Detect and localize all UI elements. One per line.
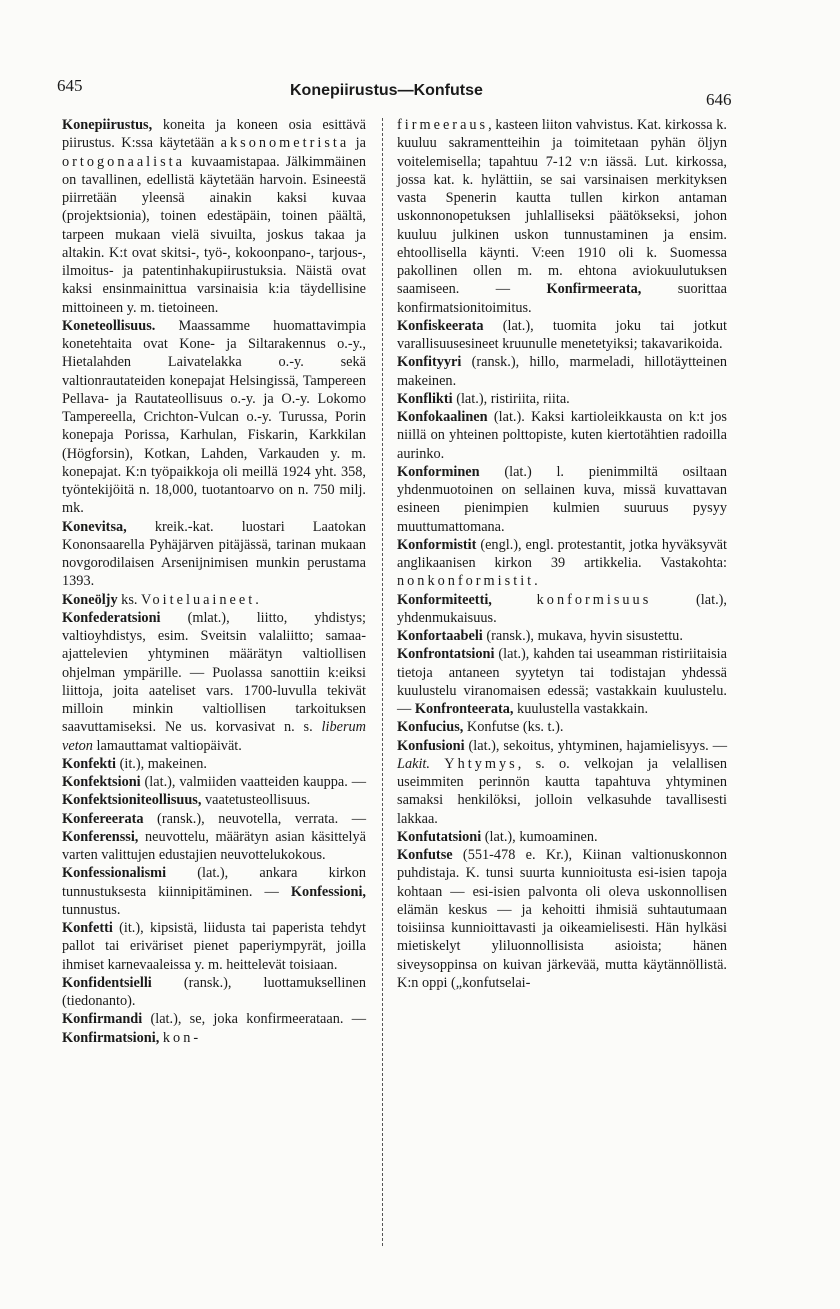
- headword: Konfronteerata,: [414, 701, 514, 717]
- spaced-term: nonkonformistit: [397, 573, 535, 590]
- dictionary-entry: [62, 116, 366, 317]
- headword: Konfityyri: [397, 354, 462, 371]
- entry-text: (ransk.), neuvotella, verrata. —: [143, 810, 366, 827]
- dictionary-entry: [397, 317, 727, 354]
- entry-text: (lat.), ankara kirkon tunnustuksesta kiinnipitäminen. —: [62, 865, 366, 900]
- entry-text: (it.), makeinen.: [116, 755, 207, 772]
- entry-text: (lat.), tuomita joku tai jotkut varallisuusesineet kruunulle menetetyiksi; takavarikoida.: [397, 317, 727, 352]
- entry-text: (lat.), kahden tai useamman ristiriitaisia tietoja antaneen syytetyn tai todistajan yhdessä kuulustelu viranomaisen edessä; vastakkain kuulustelu. —: [397, 646, 727, 717]
- dictionary-entry: [62, 864, 366, 919]
- dictionary-entry: [397, 828, 727, 846]
- dictionary-entry: [62, 755, 366, 773]
- dictionary-entry: [397, 846, 727, 992]
- headword: Konevitsa,: [62, 518, 127, 535]
- entry-text: [430, 756, 444, 772]
- headword: Konfereerata: [62, 810, 144, 827]
- headword: Konflikti: [397, 390, 453, 407]
- dictionary-entry: [62, 773, 366, 810]
- entry-text: vaatetusteollisuus.: [201, 792, 311, 809]
- dictionary-entry: [62, 591, 366, 609]
- page-number-left: 645: [57, 76, 83, 95]
- dictionary-entry: [397, 627, 727, 645]
- entry-text: (lat.) l. pienimmiltä osiltaan yhdenmuotoinen on sellainen kuva, missä kuvattavan esineen pienimpien kulmien suuruus pysyy muuttumattomana.: [397, 463, 727, 535]
- right-column: [397, 116, 727, 992]
- dictionary-entry: [62, 810, 366, 865]
- entry-text: neuvottelu, määrätyn asian käsittelyä varten valittujen edustajien neuvottelukokous.: [62, 828, 366, 863]
- entry-text: lamauttamat valtiopäivät.: [92, 737, 242, 754]
- dictionary-entry: [397, 536, 727, 591]
- entry-text: ja: [349, 135, 366, 152]
- entry-text: .: [255, 591, 259, 608]
- headword: Konfiskeerata: [397, 317, 484, 334]
- column-rule: [382, 118, 383, 1246]
- entry-text: (lat.), valmiiden vaatteiden kauppa. —: [140, 774, 366, 790]
- entry-text: (ransk.), hillo, marmeladi, hillotäytteinen makeinen.: [397, 354, 727, 389]
- headword: Konfessioni,: [290, 883, 366, 900]
- page-number-right: 646: [706, 90, 732, 109]
- headword: Koneteollisuus.: [62, 317, 156, 334]
- entry-text: suorittaa konfirmatsionitoimitus.: [397, 281, 727, 316]
- entry-text: (lat.), se, joka konfirmeerataan. —: [142, 1011, 366, 1028]
- headword: Konfidentsielli: [62, 974, 152, 991]
- dictionary-entry: [397, 116, 727, 317]
- italic-term: liberum veton: [62, 719, 366, 754]
- headword: Konfekti: [62, 755, 117, 772]
- entry-text: ks.: [117, 591, 142, 608]
- entry-text: (ransk.), luottamuksellinen (tiedonanto).: [62, 974, 366, 1009]
- spaced-term: konformisuus: [536, 591, 652, 608]
- entry-text: koneita ja koneen osia esittävä piirustus. K:ssa käytetään: [62, 117, 366, 152]
- dictionary-entry: [397, 645, 727, 718]
- headword: Konfortaabeli: [397, 628, 483, 644]
- entry-text: (lat.), ristiriita, riita.: [452, 390, 570, 407]
- headword: Konfektsioniteollisuus,: [62, 792, 202, 809]
- entry-text: (lat.). Kaksi kartioleikkausta on k:t jos niillä on yhteinen polttopiste, kuten kiertotähtien radoilla aurinko.: [397, 409, 727, 462]
- entry-text: (ransk.), mukava, hyvin sisustettu.: [482, 628, 683, 644]
- entry-text: (it.), kipsistä, liidusta tai paperista tehdyt pallot tai eriväriset pienet paperiympyrät, joilla ihmiset karnevaaleissa y. m. heittelevät toisiaan.: [62, 920, 366, 973]
- dictionary-entry: [62, 317, 366, 518]
- dictionary-entry: [397, 463, 727, 536]
- dictionary-entry: [397, 737, 727, 828]
- entry-text: (551-478 e. Kr.), Kiinan valtionuskonnon puhdistaja. K. tunsi suurta kunnioitusta esi-isien tapoja kohtaan — esi-isien palvonta oli oleva uskonnollisen elämän keskus — ja kehoitti ihmisiä suhtautumaan toisiinsa kunnioittavasti ja oikeamielisesti. Hän hylkäsi mietiskelyt yliluonnollisista asioista; hänen siveysoppinsa on kuivan järkevää, mutta käytännöllistä. K:n oppi („konfutselai-: [397, 847, 727, 991]
- entry-text: Maassamme huomattavimpia konetehtaita ovat Kone- ja Siltarakennus o.-y., Hietalahden Laivatelakka o.-y. sekä valtionrautateiden konepajat Helsingissä, Tampereen Pellava- ja Rautateollisuus o.-y. ja O.-y. Lokomo Tampereella, Crichton-Vulcan o.-y. Turussa, Porin konepaja Porissa, Karhulan, Fiskarin, Karkkilan (Högforsin), Kotkan, Lahden, Varkauden y. m. konepajat. K:n työpaikkoja oli meillä 1924 yht. 358, työntekijöitä n. 18,000, tuotantoarvo on n. 750 milj. mk.: [62, 317, 366, 517]
- dictionary-entry: [397, 718, 727, 736]
- entry-text: (lat.), sekoitus, yhtyminen, hajamielisyys. —: [464, 737, 727, 754]
- headword: Konformistit: [397, 536, 477, 553]
- dictionary-entry: [397, 591, 727, 628]
- headword: Konfutse: [397, 847, 453, 863]
- dictionary-entry: [397, 353, 727, 390]
- headword: Koneöljy: [62, 591, 118, 608]
- entry-text: tunnustus.: [62, 901, 121, 918]
- entry-text: (lat.), kumoaminen.: [481, 828, 598, 845]
- headword: Konforminen: [397, 463, 480, 480]
- entry-text: kreik.-kat. luostari Laatokan Kononsaarella Pyhäjärven pitäjässä, tarinan mukaan novgorodilaisen Arsenijnimisen munkin perustama 1393.: [62, 518, 366, 590]
- entry-text: kuulustella vastakkain.: [513, 701, 649, 717]
- spaced-term: kon-: [162, 1029, 202, 1046]
- spaced-term: aksonometrista: [220, 135, 350, 152]
- spaced-term: firmeeraus: [397, 117, 489, 133]
- dictionary-entry: [397, 408, 727, 463]
- headword: Konfirmandi: [62, 1011, 143, 1028]
- left-column: [62, 116, 366, 1047]
- headword: Konfederatsioni: [62, 609, 161, 626]
- headword: Konformiteetti,: [397, 591, 492, 608]
- spaced-term: ortogonaalista: [62, 153, 185, 170]
- headword: Konferenssi,: [62, 828, 139, 845]
- headword: Konfusioni: [397, 737, 465, 754]
- entry-text: .: [534, 573, 538, 590]
- entry-text: kuvaamistapaa. Jälkimmäinen on tavallinen, edellistä käytetään harvoin. Esineestä piirretään yleensä ainakin kaksi kuvaa (projektsionia), toinen edestäpäin, toinen päältä, tarpeen mukaan vielä sivuilta, joskus takaa ja altakin. K:t ovat skitsi-, työ-, kokoonpano-, tarjous-, ilmoitus- ja patentinhakupiirustuksia. Näistä ovat kaksi ensinmainittua varsinaisia k:ia täydellisine mittoineen y. m. tietoineen.: [62, 153, 366, 316]
- spaced-term: Voiteluaineet: [141, 591, 256, 608]
- headword: Konfektsioni: [62, 774, 141, 790]
- entry-text: (engl.), engl. protestantit, jotka hyväksyvät anglikaanisen kirkon 39 artikkelia. Vastakohta:: [397, 536, 727, 571]
- entry-text: Konfutse (ks. t.).: [463, 719, 564, 736]
- headword: Konfrontatsioni: [397, 646, 495, 663]
- spaced-term: Yhtymys: [444, 755, 518, 772]
- headword: Konfutatsioni: [397, 828, 482, 845]
- entry-text: [492, 592, 537, 608]
- headword: Konfessionalismi: [62, 865, 167, 882]
- dictionary-entry: [62, 1010, 366, 1047]
- headword: Konfirmatsioni,: [62, 1029, 160, 1046]
- dictionary-entry: [62, 919, 366, 974]
- italic-term: Lakit.: [397, 755, 430, 772]
- entry-text: , s. o. velkojan ja velallisen useimmiten perinnön kautta tapahtuva yhtyminen samaksi henkilöksi, jolloin velkasuhde tavallisesti lakkaa.: [397, 755, 728, 827]
- headword: Konfirmeerata,: [546, 281, 642, 298]
- headword: Konfucius,: [397, 719, 464, 736]
- entry-text: (mlat.), liitto, yhdistys; valtioyhdistys, esim. Sveitsin valaliitto; samaa-ajattelevien yhtyminen määrätyn valtiollisen ohjelman ympärille. — Puolassa sanottiin k:eiksi liittoja, joita aateliset vars. 1700-luvulla tekivät milloin minkin valtiollisen tarkoituksen saavuttamiseksi. Ne us. korvasivat n. s.: [62, 609, 366, 736]
- entry-text: , kasteen liiton vahvistus. Kat. kirkossa k. kuuluu sakramentteihin ja toimitetaan pyhän öljyn voitelemisella; tapahtuu 7-12 v:n iässä. Lut. kirkossa, jossa kat. k. hylättiin, se sai varsinaisen merkityksen vasta Spenerin kautta tullen kirkon antaman uskonnonopetuksen juhlalliseksi päätökseksi, johon kuuluu julkinen uskon tunnustaminen ja ensim. ehtoollisella käynti. V:een 1910 oli k. Suomessa pakollinen ollen m. m. ehtona aviokuulutuksen saamiseen. —: [397, 117, 727, 298]
- dictionary-entry: [62, 974, 366, 1011]
- dictionary-entry: [62, 518, 366, 591]
- headword: Konepiirustus,: [62, 117, 153, 133]
- dictionary-entry: [397, 390, 727, 408]
- entry-text: (lat.), yhdenmukaisuus.: [397, 591, 727, 626]
- dictionary-entry: [62, 609, 366, 755]
- headword: Konfokaalinen: [397, 409, 488, 425]
- running-head: Konepiirustus—Konfutse: [290, 82, 483, 99]
- headword: Konfetti: [62, 920, 113, 936]
